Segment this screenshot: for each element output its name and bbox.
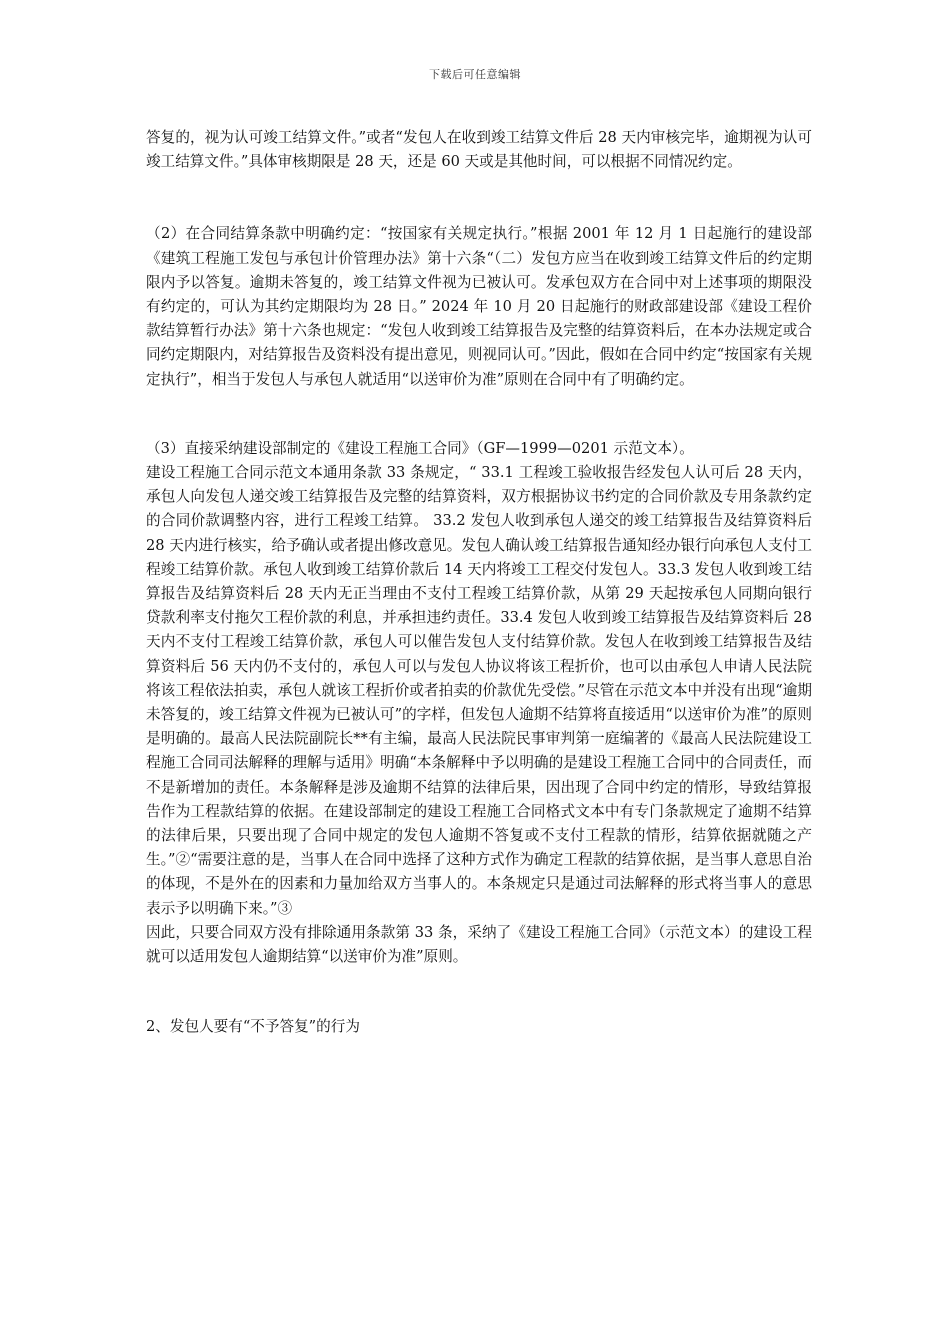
document-body: [146, 126, 812, 1040]
section-heading: 2、发包人要有“不予答复”的行为: [146, 1018, 360, 1036]
paragraph-5: 因此，只要合同双方没有排除通用条款第 33 条，采纳了《建设工程施工合同》（示范文本）的建设工程就可以适用发包人逾期结算“以送审价为准”原则。: [146, 923, 812, 966]
paragraph-2: （2）在合同结算条款中明确约定：“按国家有关规定执行。”根据 2001 年 12 月 1 日起施行的建设部《建筑工程施工发包与承包计价管理办法》第十六条“（二）发包方应当在收到竣工结算文件后的约定期限内予以答复。逾期未答复的，竣工结算文件视为已被认可。发承包双方在合同中对上述事项的期限没有约定的，可认为其约定期限均为 28 日。” 2024 年 10 月 20 日起施行的财政部建设部《建设工程价款结算暂行办法》第十六条也规定：“发包人收到竣工结算报告及完整的结算资料后，在本办法规定或合同约定期限内，对结算报告及资料没有提出意见，则视同认可。”因此，假如在合同中约定“按国家有关规定执行”，相当于发包人与承包人就适用“以送审价为准”原则在合同中有了明确约定。: [146, 225, 812, 388]
paragraph-3: （3）直接采纳建设部制定的《建设工程施工合同》（GF—1999—0201 示范文本）。: [146, 439, 694, 457]
paragraph-gap: [146, 969, 812, 1015]
paragraph-gap: [146, 392, 812, 437]
paragraph-4: 建设工程施工合同示范文本通用条款 33 条规定，“ 33.1 工程竣工验收报告经发包人认可后 28 天内，承包人向发包人递交竣工结算报告及完整的结算资料，双方根据协议书约定的合同价款及专用条款约定的合同价款调整内容，进行工程竣工结算。 33.2 发包人收到承包人递交的竣工结算报告及结算资料后 28 天内进行核实，给予确认或者提出修改意见。发包人确认竣工结算报告通知经办银行向承包人支付工程竣工结算价款。承包人收到竣工结算价款后 14 天内将竣工工程交付发包人。33.3 发包人收到竣工结算报告及结算资料后 28 天内无正当理由不支付工程竣工结算价款，从第 29 天起按承包人同期向银行贷款利率支付拖欠工程价款的利息，并承担违约责任。33.4 发包人收到竣工结算报告及结算资料后 28 天内不支付工程竣工结算价款，承包人可以催告发包人支付结算价款。发包人在收到竣工结算报告及结算资料后 56 天内仍不支付的，承包人可以与发包人协议将该工程折价，也可以由承包人申请人民法院将该工程依法拍卖，承包人就该工程折价或者拍卖的价款优先受偿。”尽管在示范文本中并没有出现“逾期未答复的，竣工结算文件视为已被认可”的字样，但发包人逾期不结算将直接适用“以送审价为准”的原则是明确的。最高人民法院副院长**有主编，最高人民法院民事审判第一庭编著的《最高人民法院建设工程施工合同司法解释的理解与适用》明确“本条解释中予以明确的是建设工程施工合同中的合同责任，而不是新增加的责任。本条解释是涉及逾期不结算的法律后果，因出现了合同中约定的情形，导致结算报告作为工程款结算的依据。在建设部制定的建设工程施工合同格式文本中有专门条款规定了逾期不结算的法律后果，只要出现了合同中规定的发包人逾期不答复或不支付工程款的情形，结算依据就随之产生。”②“需要注意的是，当事人在合同中选择了这种方式作为确定工程款的结算依据，是当事人意思自治的体现，不是外在的因素和力量加给双方当事人的。本条规定只是通过司法解释的形式将当事人的意思表示予以明确下来。”③: [146, 464, 812, 917]
page-header: 下载后可任意编辑: [429, 68, 521, 81]
paragraph-1: 答复的，视为认可竣工结算文件。”或者“发包人在收到竣工结算文件后 28 天内审核完毕，逾期视为认可竣工结算文件。”具体审核期限是 28 天，还是 60 天或是其他时间，可以根据不同情况约定。: [146, 129, 812, 171]
paragraph-gap: [146, 174, 812, 222]
